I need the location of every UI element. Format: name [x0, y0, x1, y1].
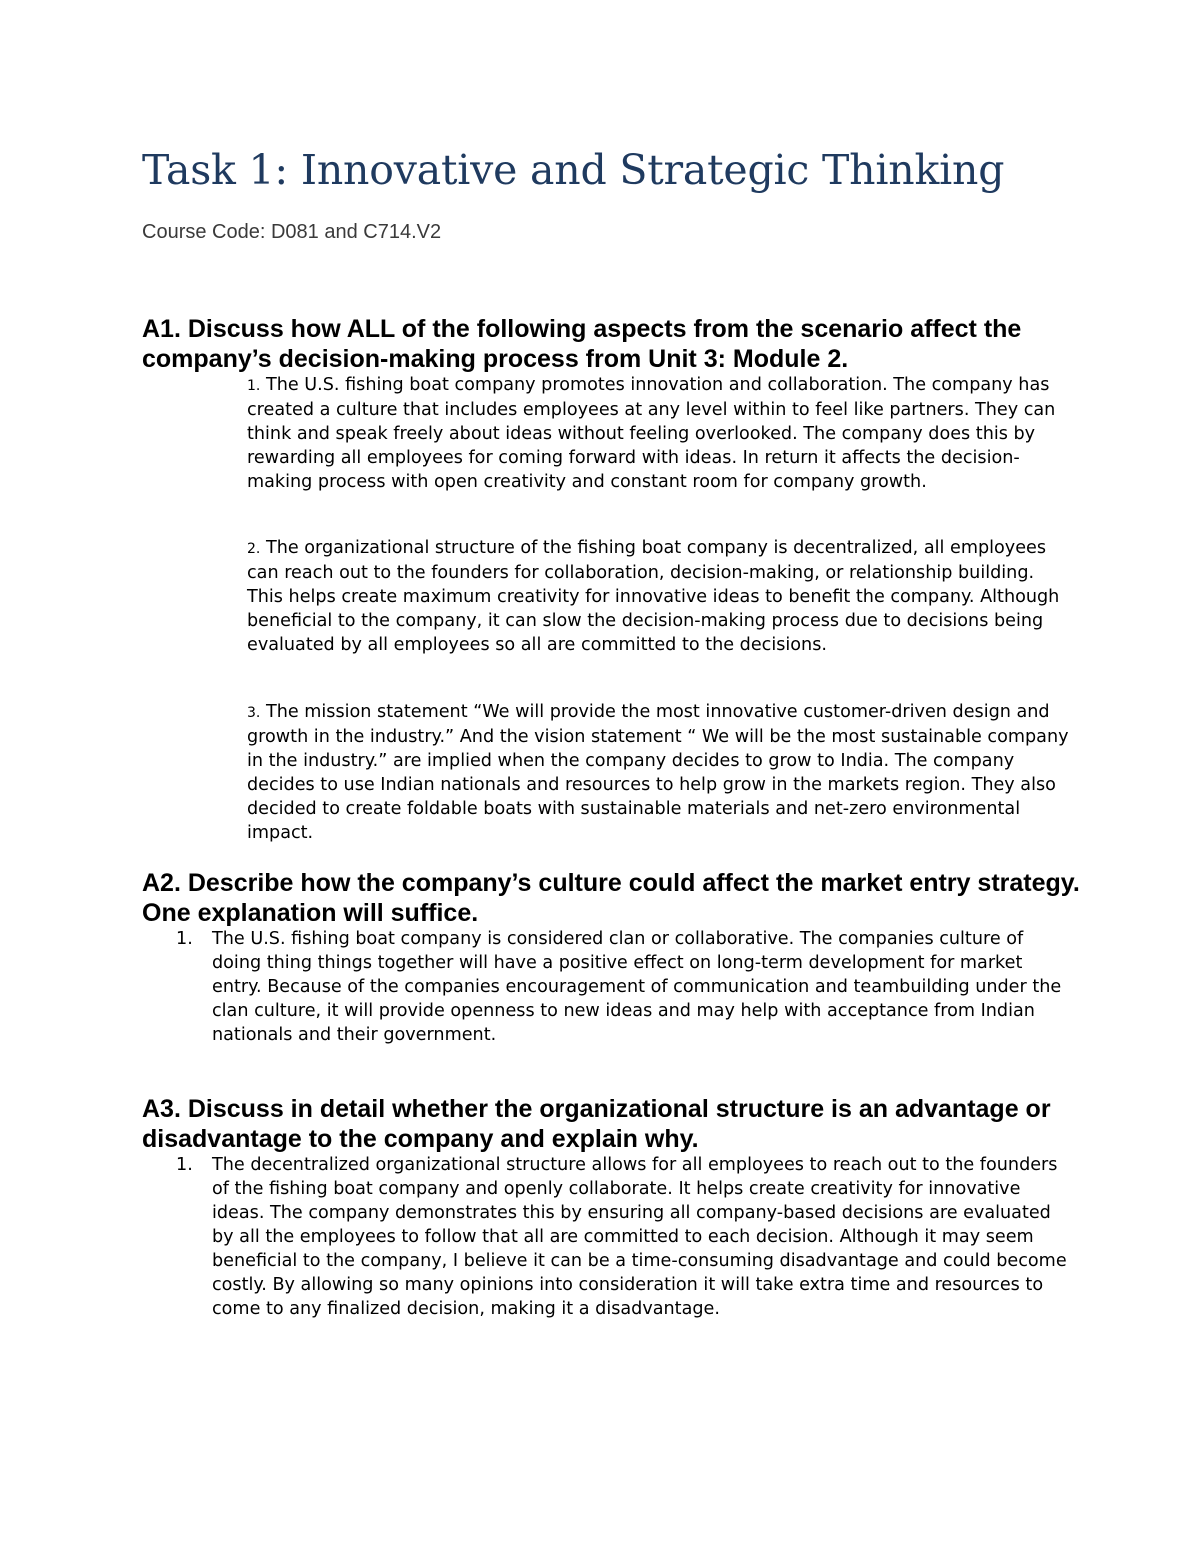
a2-item-1-text: The U.S. fishing boat company is considered clan or collaborative. The companies culture of doing thing things together will have a positive effect on long-term development for market entry. Because of the companies encouragement of communication and teambuilding under the clan culture, it will provide openness to new ideas and may help with acceptance from Indian nationals and their government. — [212, 929, 1062, 1045]
section-heading-a1: A1. Discuss how ALL of the following aspects from the scenario affect the company’s decision-making process from Unit 3: Module 2. — [142, 315, 1022, 373]
a2-item-1 — [176, 927, 1076, 1047]
a3-item-1-text: The decentralized organizational structure allows for all employees to reach out to the founders of the fishing boat company and openly collaborate. It helps create creativity for innovative ideas. The company demonstrates this by ensuring all company-based decisions are evaluated by all the employees to follow that all are committed to each decision. Although it may seem beneficial to the company, I believe it can be a time-consuming disadvantage and could become costly. By allowing so many opinions into consideration it will take extra time and resources to come to any finalized decision, making it a disadvantage. — [212, 1155, 1067, 1319]
a1-item-1 — [247, 373, 1072, 494]
a3-item-1-number: 1. — [176, 1155, 193, 1175]
a1-item-2-number: 2. — [247, 541, 261, 557]
a1-item-2 — [247, 536, 1072, 657]
document-title: Task 1: Innovative and Strategic Thinking — [142, 146, 1005, 194]
a2-item-1-number: 1. — [176, 929, 193, 949]
a1-item-2-text: The organizational structure of the fishing boat company is decentralized, all employees can reach out to the founders for collaboration, decision-making, or relationship building. This helps create maximum creativity for innovative ideas to benefit the company. Although beneficial to the company, it can slow the decision-making process due to decisions being evaluated by all employees so all are committed to the decisions. — [247, 538, 1060, 655]
a1-item-1-number: 1. — [247, 378, 261, 394]
a1-item-1-text: The U.S. fishing boat company promotes innovation and collaboration. The company has created a culture that includes employees at any level within to feel like partners. They can think and speak freely about ideas without feeling overlooked. The company does this by rewarding all employees for coming forward with ideas. In return it affects the decision-making process with open creativity and constant room for company growth. — [247, 375, 1056, 492]
a1-item-3-number: 3. — [247, 705, 261, 721]
section-heading-a3: A3. Discuss in detail whether the organizational structure is an advantage or disadvantage to the company and explain why. — [142, 1095, 1051, 1153]
a1-item-3-text: The mission statement “We will provide the most innovative customer-driven design and growth in the industry.” And the vision statement “ We will be the most sustainable company in the industry.” are implied when the company decides to grow to India. The company decides to use Indian nationals and resources to help grow in the markets region. They also decided to create foldable boats with sustainable materials and net-zero environmental impact. — [247, 702, 1069, 843]
course-code: Course Code: D081 and C714.V2 — [142, 221, 442, 243]
section-heading-a2: A2. Describe how the company’s culture could affect the market entry strategy. One explanation will suffice. — [142, 869, 1080, 927]
a1-item-3 — [247, 700, 1072, 845]
a3-item-1 — [176, 1153, 1076, 1321]
